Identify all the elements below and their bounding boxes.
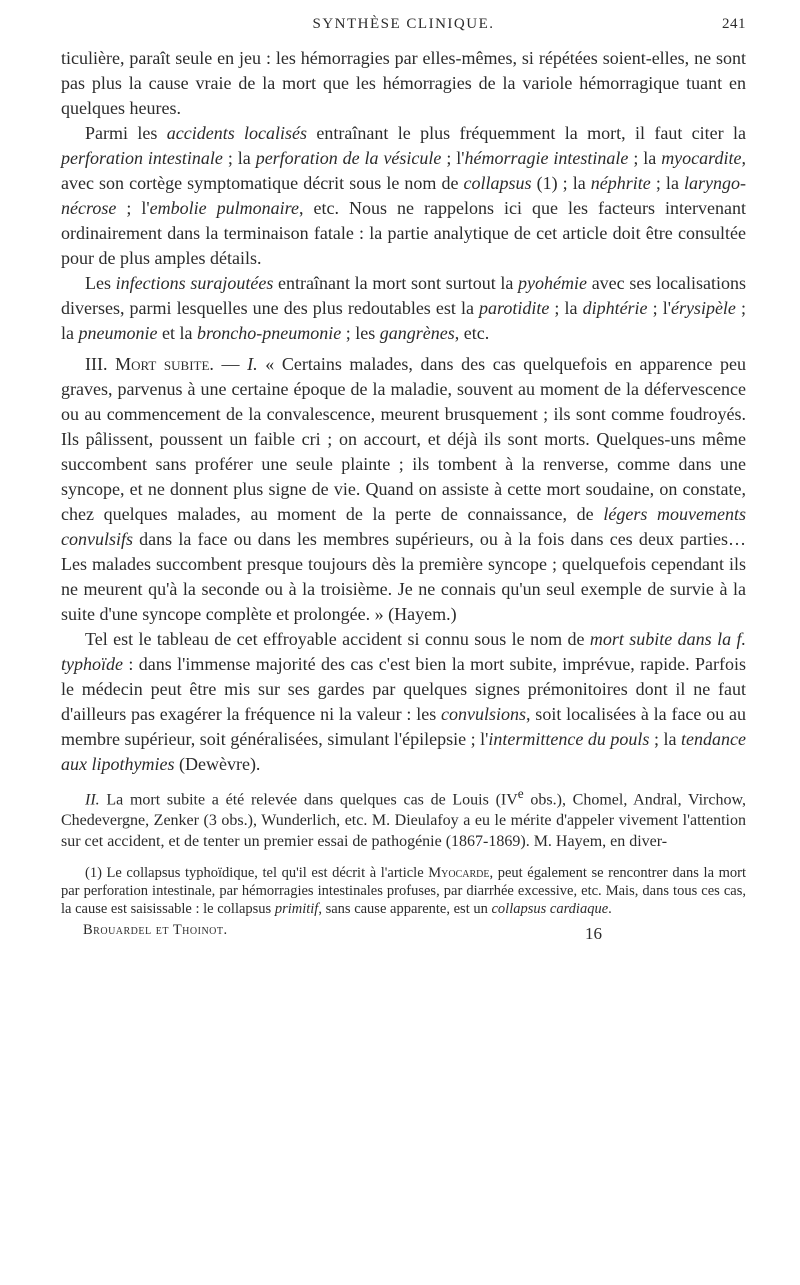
body-text [61,46,746,777]
running-title: SYNTHÈSE CLINIQUE. [312,16,495,32]
running-head [61,16,746,46]
paragraph-continuation: ticulière, paraît seule en jeu : les hémorragies par elles-mêmes, si répétées soient-elles, ne sont pas plus la cause vraie de la mort que les hémorragies de la variole hémorragique tuant en quelques heures. [61,48,746,118]
footer-authors: Brouardel et Thoinot. [83,922,228,939]
page-footer [61,922,746,944]
section-heading: III. Mort subite [85,354,210,374]
signature-mark: 16 [585,924,602,944]
paragraph-sudden-death-picture: Tel est le tableau de cet effroyable accident si connu sous le nom de mort subite dans la f. typhoïde : dans l'immense majorité des cas c'est bien la mort subite, imprévue, rapide. Parfois le médecin peut être mis sur ses gardes par quelques signes prémonitoires dont il ne faut d'ailleurs pas exagérer la fréquence ni la valeur : les convulsions, soit localisées à la face ou au membre supérieur, soit généralisées, simulant l'épilepsie ; l'intermittence du pouls ; la tendance aux lipothymies (Dewèvre). [61,629,746,774]
small-print-section [61,783,746,852]
paragraph-sudden-death: III. Mort subite. — I. « Certains malades, dans des cas quelquefois en apparence peu graves, parvenus à une certaine époque de la maladie, souvent au moment de la défervescence ou au commencement de la convalescence, meurent brusquement ; ils sont comme foudroyés. Ils pâlissent, poussent un faible cri ; on accourt, et déjà ils sont morts. Quelques-uns même succombent sans proférer une seule plainte ; ils tombent à la renverse, comme dans une syncope, et ne donnent plus signe de vie. Quand on assiste à cette mort soudaine, on constate, chez quelques malades, au moment de la perte de connaissance, de légers mouvements convulsifs dans la face ou dans les membres supérieurs, ou à la fois dans ces deux parties… Les malades succombent presque toujours dès la première syncope ; quelquefois cependant ils ne meurent qu'à la seconde ou à la troisième. Je ne connais qu'un seul exemple de survie à la suite d'une syncope complète et prolongée. » (Hayem.) [61,354,747,624]
paragraph-note: II. La mort subite a été relevée dans quelques cas de Louis (IVe obs.), Chomel, Andral, Virchow, Chedevergne, Zenker (3 obs.), Wunderlich, etc. M. Dieulafoy a eu le mérite d'appeler vivement l'attention sur cet accident, et de tenter un premier essai de pathogénie (1867-1869). M. Hayem, en diver- [61,786,746,851]
footnote-text: (1) Le collapsus typhoïdique, tel qu'il est décrit à l'article Myocarde, peut également se rencontrer dans la mort par perforation intestinale, par hémorragies intestinales profuses, par diarrhée excessive, etc. Mais, dans tous ces cas, la cause est saisissable : le collapsus primitif, sans cause apparente, est un collapsus cardiaque. [61,865,747,918]
paragraph-localized-accidents: Parmi les accidents localisés entraînant le plus fréquemment la mort, il faut citer la perforation intestinale ; la perforation de la vésicule ; l'hémorragie intestinale ; la myocardite, avec son cortège symptomatique décrit sous le nom de collapsus (1) ; la néphrite ; la laryngo-nécrose ; l'embolie pulmonaire, etc. Nous ne rappelons ici que les facteurs intervenant ordinairement dans la terminaison fatale : la partie analytique de cet article doit être consultée pour de plus amples détails. [61,123,747,268]
paragraph-infections: Les infections surajoutées entraînant la mort sont surtout la pyohémie avec ses localisations diverses, parmi lesquelles une des plus redoutables est la parotidite ; la diphtérie ; l'érysipèle ; la pneumonie et la broncho-pneumonie ; les gangrènes, etc. [61,273,747,343]
footnote [61,864,746,918]
page-number: 241 [722,16,746,32]
